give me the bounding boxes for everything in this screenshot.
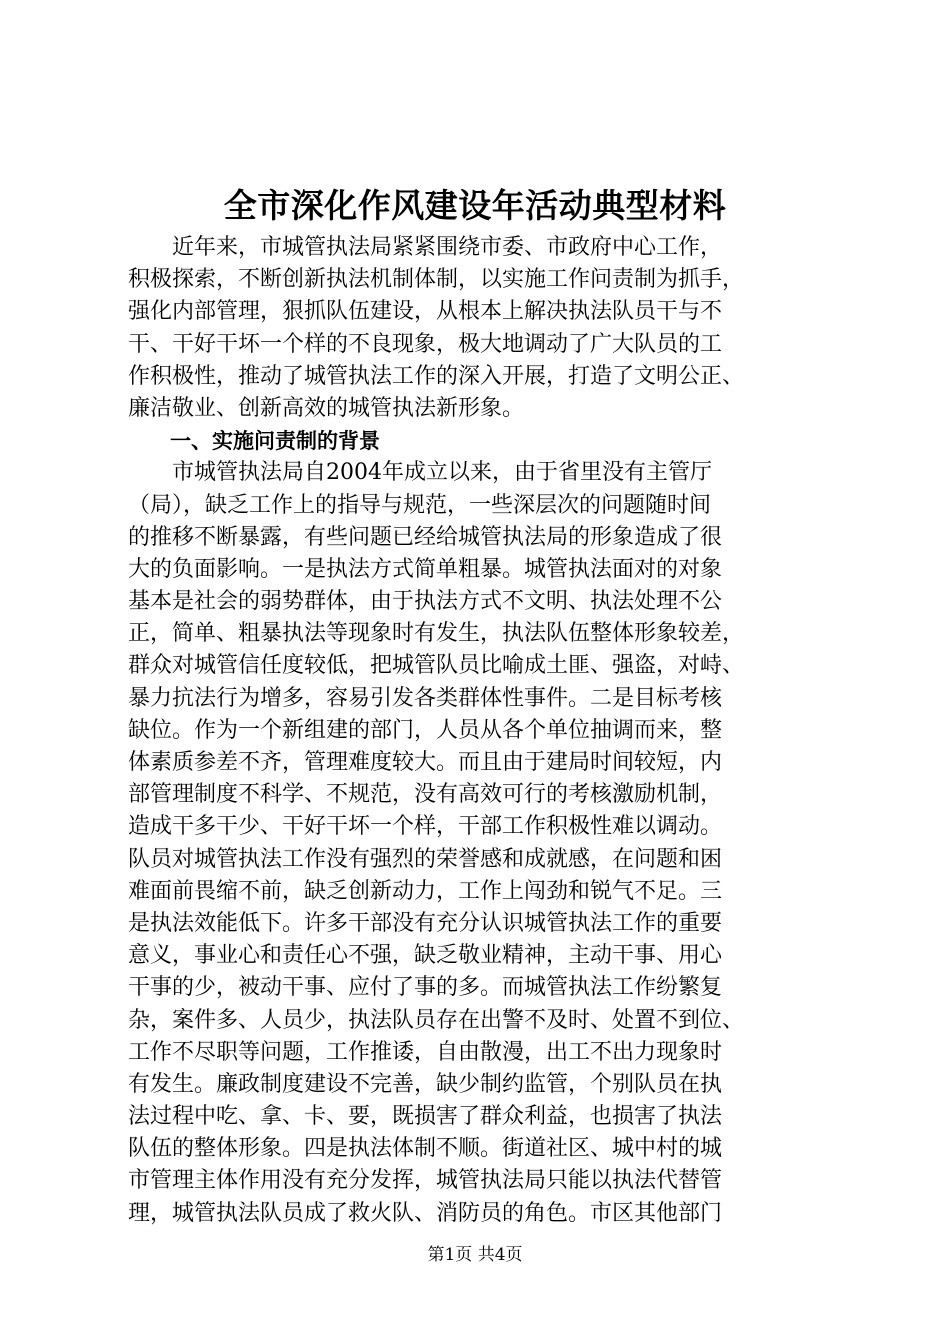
paragraph-line: 杂，案件多、人员少，执法队员存在出警不及时、处置不到位、 xyxy=(128,1007,745,1033)
paragraph-line: 强化内部管理，狠抓队伍建设，从根本上解决执法队员干与不 xyxy=(128,299,723,325)
paragraph-line: 群众对城管信任度较低，把城管队员比喻成土匪、强盗，对峙、 xyxy=(128,653,745,679)
page-number-footer: 第1页 共4页 xyxy=(427,1245,523,1265)
document-body xyxy=(128,232,832,1230)
paragraph-line: 市管理主体作用没有充分发挥，城管执法局只能以执法代替管 xyxy=(128,1168,723,1194)
paragraph-line: 法过程中吃、拿、卡、要，既损害了群众利益，也损害了执法 xyxy=(128,1104,723,1130)
paragraph-line: 工作不尽职等问题，工作推诿，自由散漫，出工不出力现象时 xyxy=(128,1039,723,1065)
paragraph-line: 难面前畏缩不前，缺乏创新动力，工作上闯劲和锐气不足。三 xyxy=(128,878,723,904)
paragraph-line: 队员对城管执法工作没有强烈的荣誉感和成就感，在问题和困 xyxy=(128,846,723,872)
paragraph-line: 基本是社会的弱势群体，由于执法方式不文明、执法处理不公 xyxy=(128,589,723,615)
paragraph-line: 意义，事业心和责任心不强，缺乏敬业精神，主动干事、用心 xyxy=(128,943,723,969)
paragraph-line: 队伍的整体形象。四是执法体制不顺。街道社区、城中村的城 xyxy=(128,1136,723,1162)
paragraph-line: 廉洁敬业、创新高效的城管执法新形象。 xyxy=(128,395,525,421)
paragraph-line: 理，城管执法队员成了救火队、消防员的角色。市区其他部门 xyxy=(128,1200,723,1226)
section-heading: 一、实施问责制的背景 xyxy=(128,429,380,454)
paragraph-line: 暴力抗法行为增多，容易引发各类群体性事件。二是目标考核 xyxy=(128,685,723,711)
paragraph-line: 积极探索，不断创新执法机制体制，以实施工作问责制为抓手， xyxy=(128,267,745,293)
paragraph-line: 体素质参差不齐，管理难度较大。而且由于建局时间较短，内 xyxy=(128,750,723,775)
paragraph-line: 市城管执法局自2004年成立以来，由于省里没有主管厅 xyxy=(128,460,712,486)
paragraph-line: 干、干好干坏一个样的不良现象，极大地调动了广大队员的工 xyxy=(128,331,723,357)
paragraph-line: 造成干多干少、干好干坏一个样，干部工作积极性难以调动。 xyxy=(128,814,723,840)
paragraph-line: 有发生。廉政制度建设不完善，缺少制约监管，个别队员在执 xyxy=(128,1071,723,1097)
paragraph-line: 近年来，市城管执法局紧紧围绕市委、市政府中心工作， xyxy=(128,235,723,260)
paragraph-line: 的推移不断暴露，有些问题已经给城管执法局的形象造成了很 xyxy=(128,524,723,550)
paragraph-line: 缺位。作为一个新组建的部门，人员从各个单位抽调而来，整 xyxy=(128,717,723,743)
paragraph-line: （局），缺乏工作上的指导与规范，一些深层次的问题随时间 xyxy=(128,492,712,518)
document-title: 全市深化作风建设年活动典型材料 xyxy=(223,186,727,225)
paragraph-line: 大的负面影响。一是执法方式简单粗暴。城管执法面对的对象 xyxy=(128,556,723,582)
paragraph-line: 是执法效能低下。许多干部没有充分认识城管执法工作的重要 xyxy=(128,910,723,936)
paragraph-line: 作积极性，推动了城管执法工作的深入开展，打造了文明公正、 xyxy=(128,363,745,389)
paragraph-line: 正，简单、粗暴执法等现象时有发生，执法队伍整体形象较差， xyxy=(128,621,745,647)
paragraph-line: 部管理制度不科学、不规范，没有高效可行的考核激励机制， xyxy=(128,782,723,808)
paragraph-line: 干事的少，被动干事、应付了事的多。而城管执法工作纷繁复 xyxy=(128,975,723,1001)
